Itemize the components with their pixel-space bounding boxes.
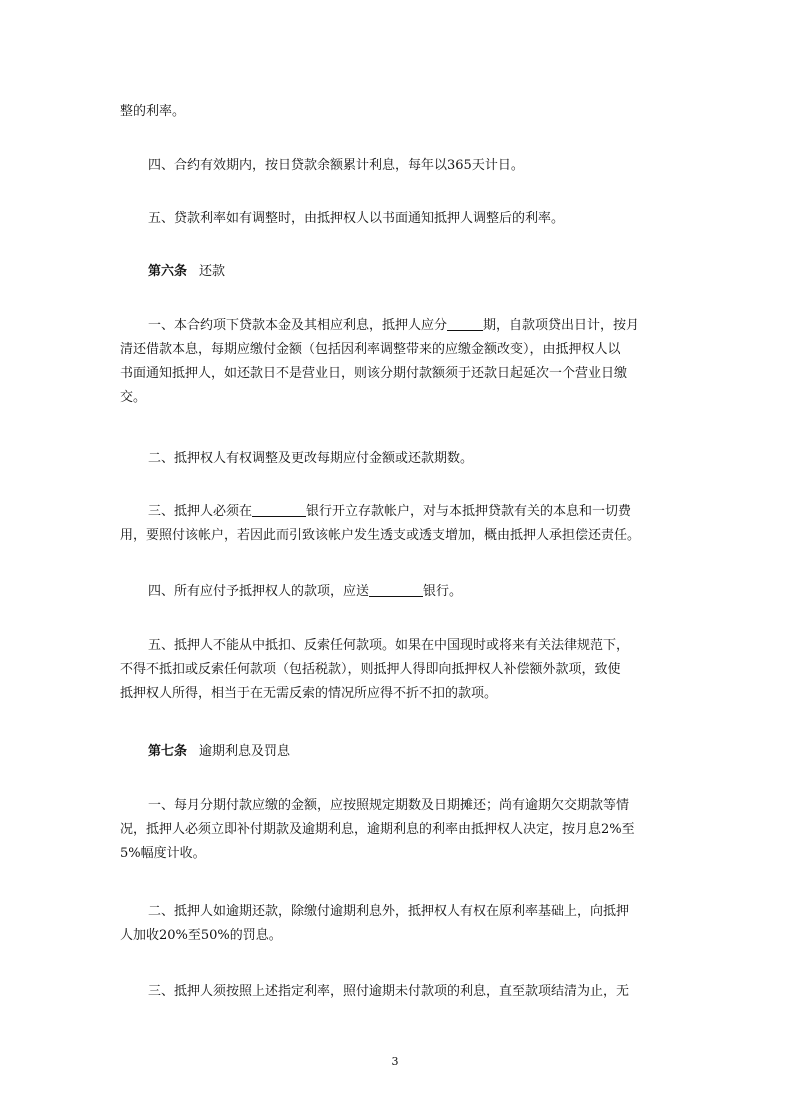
blank-field-installments (447, 316, 483, 331)
paragraph-penalty-interest (120, 900, 670, 948)
text-line: 抵押权人所得，相当于在无需反索的情况所应得不折不扣的款项。 (120, 686, 498, 701)
text-segment: 一、本合约项下贷款本金及其相应利息，抵押人应分 (148, 318, 448, 333)
paragraph-no-setoff (120, 634, 670, 706)
text-line: 四、合约有效期内，按日贷款余额累计利息，每年以365天计日。 (148, 158, 524, 173)
paragraph-payment-bank (120, 580, 670, 604)
article-number: 第六条 (148, 264, 188, 279)
article-title: 还款 (199, 264, 226, 279)
paragraph-adjust-payments (120, 447, 670, 471)
text-line: 一、每月分期付款应缴的金额，应按照规定期数及日期摊还；尚有逾期欠交期款等情 (148, 798, 630, 813)
text-line: 五、贷款利率如有调整时，由抵押权人以书面通知抵押人调整后的利率。 (148, 211, 565, 226)
text-line: 整的利率。 (120, 104, 186, 119)
paragraph-rate-continuation (120, 100, 670, 124)
text-segment: 四、所有应付予抵押权人的款项，应送 (148, 584, 370, 599)
text-line: 二、抵押权人有权调整及更改每期应付金额或还款期数。 (148, 451, 474, 466)
page-number: 3 (391, 1055, 399, 1068)
text-line: 人加收20%至50%的罚息。 (120, 928, 282, 943)
paragraph-repayment-schedule (120, 314, 670, 410)
paragraph-overdue-interest (120, 794, 670, 866)
text-line: 况，抵押人必须立即补付期款及逾期利息，逾期利息的利率由抵押权人决定，按月息2%至 (120, 822, 635, 837)
text-line (120, 580, 670, 604)
heading-line (120, 740, 670, 764)
article-six-heading (120, 260, 670, 284)
text-line: 三、抵押人须按照上述指定利率，照付逾期未付款项的利息，直至款项结清为止，无 (148, 984, 630, 999)
blank-field-payment-bank (369, 582, 423, 597)
text-line: 不得不抵扣或反索任何款项（包括税款），则抵押人得即向抵押权人补偿额外款项，致使 (120, 662, 621, 677)
blank-field-bank (252, 502, 306, 517)
text-line (120, 314, 670, 338)
text-line: 二、抵押人如逾期还款，除缴付逾期利息外，抵押权人有权在原利率基础上，向抵押 (148, 904, 630, 919)
text-line: 清还借款本息，每期应缴付金额（包括因利率调整带来的应缴金额改变），由抵押权人以 (120, 342, 621, 357)
article-number: 第七条 (148, 744, 188, 759)
text-line (120, 500, 670, 524)
paragraph-interest-calculation (120, 154, 670, 178)
text-segment: 银行。 (423, 584, 463, 599)
article-title: 逾期利息及罚息 (199, 744, 291, 759)
text-line: 五、抵押人不能从中抵扣、反索任何款项。如果在中国现时或将来有关法律规范下， (148, 638, 630, 653)
heading-line (120, 260, 670, 284)
text-line: 书面通知抵押人，如还款日不是营业日，则该分期付款额须于还款日起延次一个营业日缴 (120, 366, 628, 381)
article-seven-heading (120, 740, 670, 764)
paragraph-rate-adjustment (120, 207, 670, 231)
text-line: 5%幅度计收。 (120, 846, 206, 861)
paragraph-overdue-payment (120, 980, 670, 1004)
text-segment: 期，自款项贷出日计，按月 (483, 318, 640, 333)
text-line: 用，要照付该帐户，若因此而引致该帐户发生透支或透支增加，概由抵押人承担偿还责任。 (120, 528, 641, 543)
text-segment: 银行开立存款帐户，对与本抵押贷款有关的本息和一切费 (306, 504, 632, 519)
text-line: 交。 (120, 390, 147, 405)
text-segment: 三、抵押人必须在 (148, 504, 253, 519)
paragraph-deposit-account (120, 500, 670, 548)
